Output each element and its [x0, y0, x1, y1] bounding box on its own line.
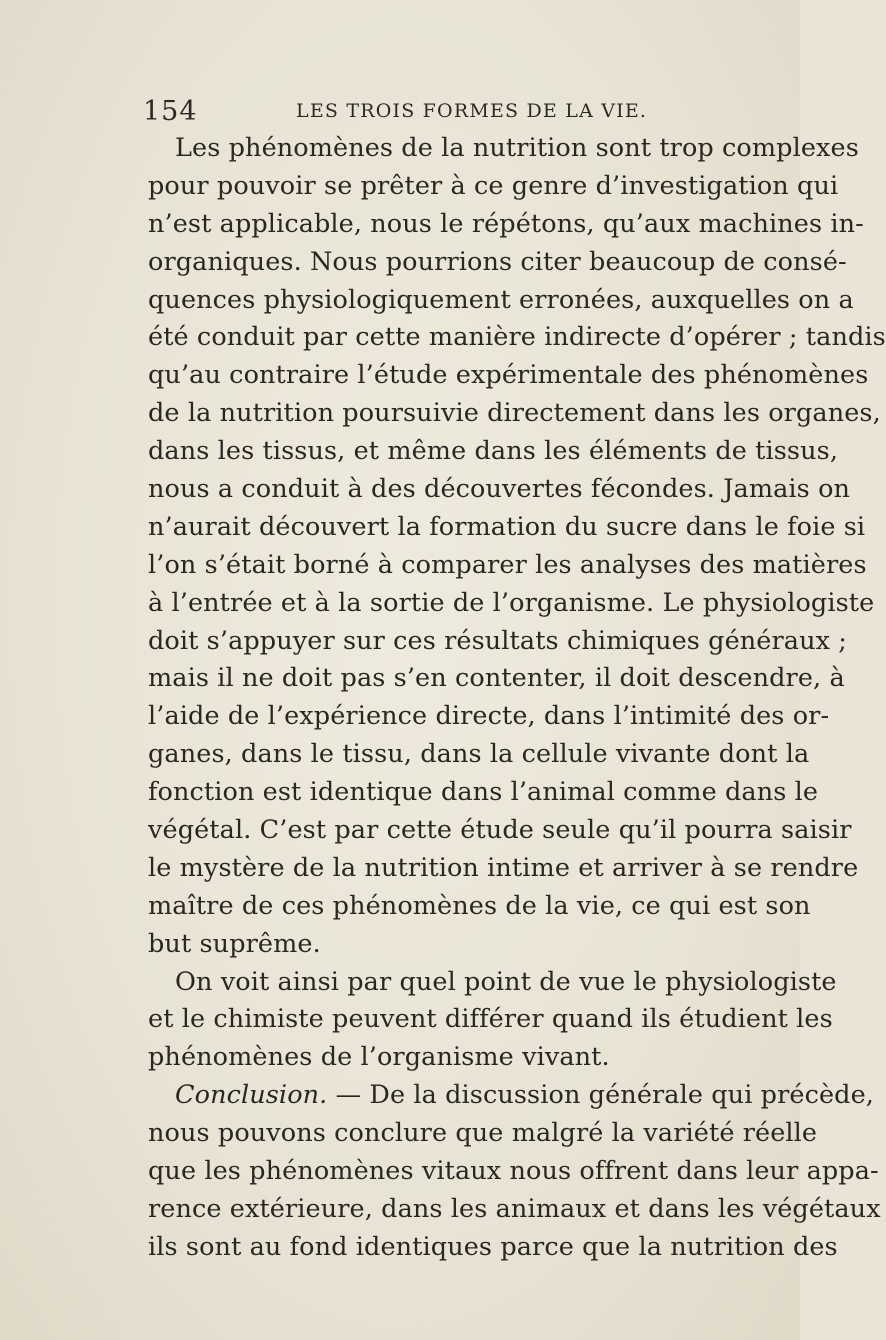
text-line: On voit ainsi par quel point de vue le physiologiste: [175, 966, 837, 997]
text-line: n’aurait découvert la formation du sucre dans le foie si: [148, 511, 866, 542]
text-line: Les phénomènes de la nutrition sont trop complexes: [175, 133, 859, 163]
text-line: rence extérieure, dans les animaux et dans les végétaux: [148, 1193, 881, 1224]
text-line: ils sont au fond identiques parce que la nutrition des: [148, 1231, 838, 1262]
text-line: quences physiologiquement erronées, auxquelles on a: [148, 284, 854, 315]
text-line: fonction est identique dans l’animal comme dans le: [148, 777, 819, 808]
page-number: 154: [143, 96, 198, 127]
text-line: à l’entrée et à la sortie de l’organisme. Le physiologiste: [148, 587, 875, 618]
text-line: que les phénomènes vitaux nous offrent dans leur appa-: [148, 1156, 879, 1187]
conclusion-line: [148, 1077, 874, 1115]
text-line: de la nutrition poursuivie directement dans les organes,: [148, 398, 881, 429]
text-line: l’on s’était borné à comparer les analyses des matières: [148, 549, 867, 580]
body-text: [148, 130, 886, 1267]
conclusion-label: Conclusion.: [175, 1080, 328, 1111]
text-line: doit s’appuyer sur ces résultats chimiques généraux ;: [148, 625, 847, 656]
text-line: ganes, dans le tissu, dans la cellule vivante dont la: [148, 739, 810, 770]
text-line: et le chimiste peuvent différer quand ils étudient les: [148, 1004, 833, 1035]
text-line: été conduit par cette manière indirecte d’opérer ; tandis: [148, 322, 886, 353]
text-line: qu’au contraire l’étude expérimentale des phénomènes: [148, 360, 869, 391]
text-line: nous pouvons conclure que malgré la variété réelle: [148, 1118, 818, 1149]
text-line: phénomènes de l’organisme vivant.: [148, 1042, 610, 1073]
text-line: but suprême.: [148, 928, 321, 959]
text-line: pour pouvoir se prêter à ce genre d’investigation qui: [148, 170, 839, 201]
text-line: organiques. Nous pourrions citer beaucoup de consé-: [148, 246, 847, 277]
text-line: dans les tissus, et même dans les éléments de tissus,: [148, 436, 839, 467]
text-line: maître de ces phénomènes de la vie, ce qui est son: [148, 890, 811, 921]
text-line: nous a conduit à des découvertes fécondes. Jamais on: [148, 474, 851, 505]
page-header: [143, 96, 735, 126]
text-line: végétal. C’est par cette étude seule qu’il pourra saisir: [148, 815, 852, 846]
running-title: LES TROIS FORMES DE LA VIE.: [296, 100, 648, 122]
text-line: n’est applicable, nous le répétons, qu’aux machines in-: [148, 208, 864, 239]
text-line: le mystère de la nutrition intime et arriver à se rendre: [148, 852, 859, 883]
text-line: l’aide de l’expérience directe, dans l’intimité des or-: [148, 701, 830, 732]
text-line: mais il ne doit pas s’en contenter, il doit descendre, à: [148, 663, 845, 694]
conclusion-text: — De la discussion générale qui précède,: [335, 1080, 874, 1111]
